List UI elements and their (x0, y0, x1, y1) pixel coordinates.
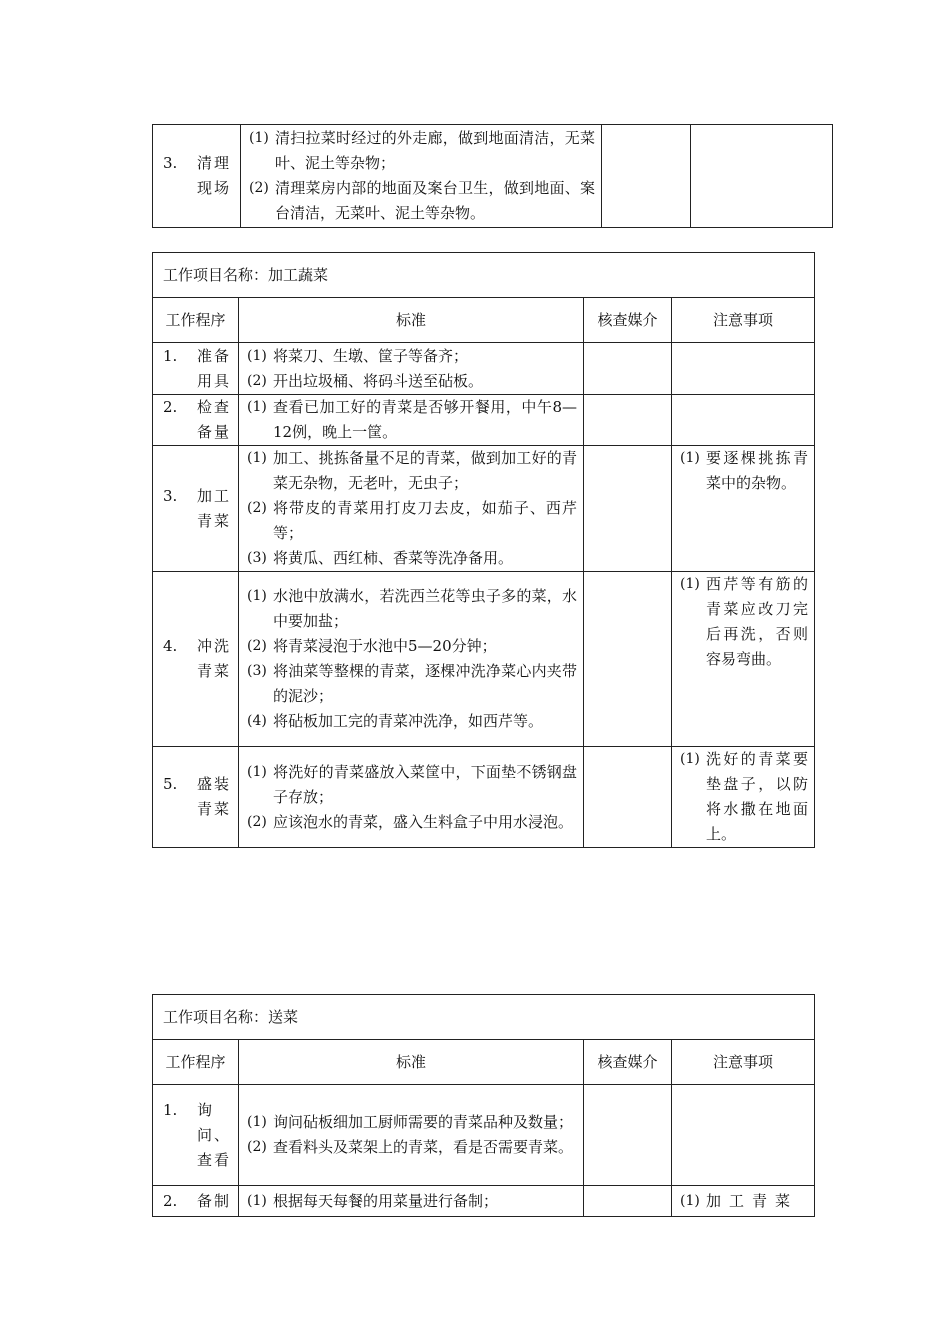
table-row (153, 395, 815, 446)
notes-cell (672, 446, 815, 572)
item-text: 将砧板加工完的青菜冲洗净，如西芹等。 (273, 712, 544, 730)
table-row (153, 572, 815, 747)
header-standard: 标准 (239, 1040, 584, 1085)
step-name-line: 查看 (197, 1150, 232, 1169)
note-text: 西芹等有筋的青菜应改刀完后再洗，否则容易弯曲。 (706, 575, 809, 668)
item-marker: (1) (247, 1114, 267, 1130)
step-name-line: 青菜 (197, 511, 232, 530)
item-text: 开出垃圾桶、将码斗送至砧板。 (273, 371, 484, 390)
item-marker: (1) (247, 399, 267, 415)
step-name-line: 备量 (197, 423, 232, 441)
step-name-line: 清理 (197, 154, 232, 172)
header-notes: 注意事项 (672, 1040, 815, 1085)
step-number: 2. (163, 398, 178, 416)
item-marker: (2) (247, 500, 267, 516)
item-text: 应该泡水的青菜，盛入生料盒子中用水浸泡。 (273, 812, 574, 831)
notes-cell (672, 747, 815, 848)
table-row (153, 446, 815, 572)
table-header-row (153, 1040, 815, 1085)
step-name-line: 备制 (197, 1191, 232, 1210)
check-media-cell (584, 395, 672, 446)
step-number: 1. (163, 1100, 178, 1119)
header-procedure: 工作程序 (153, 1040, 239, 1085)
notes-cell (672, 572, 815, 747)
step-name-line: 加工 (197, 486, 232, 505)
check-media-cell (584, 1085, 672, 1186)
item-marker: (1) (247, 763, 267, 780)
notes-cell (672, 343, 815, 395)
table-row (153, 343, 815, 395)
step-name-line: 盛装 (197, 775, 232, 793)
item-marker: (2) (247, 813, 267, 830)
check-media-cell (584, 1186, 672, 1217)
item-text: 将青菜浸泡于水池中5—20分钟； (273, 637, 497, 655)
check-media-cell (584, 446, 672, 572)
step-name-line: 用具 (197, 371, 232, 390)
step-name-line: 询 (197, 1100, 215, 1119)
check-media-cell (584, 747, 672, 848)
notes-cell (691, 125, 833, 228)
notes-cell (672, 1186, 815, 1217)
note-text: 洗好的青菜要垫盘子，以防将水撒在地面上。 (706, 750, 809, 843)
note-text: 要逐棵挑拣青菜中的杂物。 (706, 449, 809, 492)
procedure-cell (153, 125, 241, 228)
table-title: 工作项目名称：加工蔬菜 (153, 253, 815, 298)
table-header-row (153, 298, 815, 343)
standard-cell (239, 747, 584, 848)
step-number: 3. (163, 486, 178, 505)
note-text: 加工青菜 (706, 1191, 799, 1210)
vegetable-delivery-table (152, 994, 815, 1217)
standard-cell (239, 1085, 584, 1186)
step-name-line: 青菜 (197, 800, 232, 818)
notes-cell (672, 1085, 815, 1186)
note-marker: (1) (680, 450, 700, 466)
header-check-media: 核查媒介 (584, 298, 672, 343)
standard-cell (239, 343, 584, 395)
header-procedure: 工作程序 (153, 298, 239, 343)
item-text: 清扫拉菜时经过的外走廊，做到地面清洁，无菜叶、泥土等杂物； (275, 129, 595, 172)
item-text: 将洗好的青菜盛放入菜筐中，下面垫不锈钢盘子存放； (273, 762, 577, 806)
standard-cell (239, 572, 584, 747)
item-text: 水池中放满水，若洗西兰花等虫子多的菜，水中要加盐； (273, 587, 577, 630)
check-media-cell (602, 125, 691, 228)
item-marker: (1) (249, 130, 269, 146)
table-title: 工作项目名称：送菜 (153, 995, 815, 1040)
header-standard: 标准 (239, 298, 584, 343)
step-name-line: 青菜 (197, 662, 232, 680)
item-text: 将油菜等整棵的青菜，逐棵冲洗净菜心内夹带的泥沙； (273, 662, 577, 705)
standard-cell (241, 125, 602, 228)
item-text: 将黄瓜、西红柿、香菜等洗净备用。 (273, 549, 514, 567)
step-number: 3. (163, 154, 178, 172)
table-row (153, 747, 815, 848)
table-row (153, 1085, 815, 1186)
item-marker: (1) (247, 1192, 267, 1209)
item-text: 清理菜房内部的地面及案台卫生，做到地面、案台清洁，无菜叶、泥土等杂物。 (275, 179, 595, 222)
note-marker: (1) (680, 1192, 700, 1209)
item-marker: (2) (247, 638, 267, 654)
standard-cell (239, 395, 584, 446)
item-text: 加工、挑拣备量不足的青菜，做到加工好的青菜无杂物，无老叶，无虫子； (273, 449, 577, 492)
item-text: 将菜刀、生墩、筐子等备齐； (273, 346, 469, 365)
step-name-line: 现场 (197, 179, 232, 197)
item-text: 查看已加工好的青菜是否够开餐用，中午8—12例，晚上一筐。 (273, 398, 577, 441)
table-row (153, 1186, 815, 1217)
item-text: 查看料头及菜架上的青菜，看是否需要青菜。 (273, 1138, 574, 1156)
step-name-line: 准备 (197, 346, 232, 365)
check-media-cell (584, 343, 672, 395)
standard-cell (239, 446, 584, 572)
step-number: 4. (163, 637, 178, 655)
item-marker: (1) (247, 450, 267, 466)
item-marker: (2) (249, 180, 269, 196)
item-marker: (3) (247, 550, 267, 566)
table-row (153, 125, 833, 228)
top-procedure-table (152, 124, 833, 228)
vegetable-processing-table (152, 252, 815, 848)
notes-cell (672, 395, 815, 446)
step-name-line: 检查 (197, 398, 232, 416)
step-number: 2. (163, 1191, 178, 1210)
note-marker: (1) (680, 751, 700, 767)
note-marker: (1) (680, 576, 700, 592)
standard-cell (239, 1186, 584, 1217)
item-marker: (1) (247, 588, 267, 604)
check-media-cell (584, 572, 672, 747)
header-check-media: 核查媒介 (584, 1040, 672, 1085)
step-name-line: 冲洗 (197, 637, 232, 655)
step-number: 1. (163, 346, 178, 365)
item-text: 将带皮的青菜用打皮刀去皮，如茄子、西芹等； (273, 499, 577, 542)
step-number: 5. (163, 775, 178, 793)
item-marker: (2) (247, 372, 267, 389)
item-marker: (3) (247, 663, 267, 679)
item-marker: (4) (247, 713, 267, 729)
item-text: 根据每天每餐的用菜量进行备制； (273, 1191, 499, 1210)
item-marker: (1) (247, 347, 267, 364)
item-marker: (2) (247, 1139, 267, 1155)
item-text: 询问砧板细加工厨师需要的青菜品种及数量； (273, 1113, 574, 1131)
header-notes: 注意事项 (672, 298, 815, 343)
step-name-line: 问、 (197, 1125, 232, 1144)
